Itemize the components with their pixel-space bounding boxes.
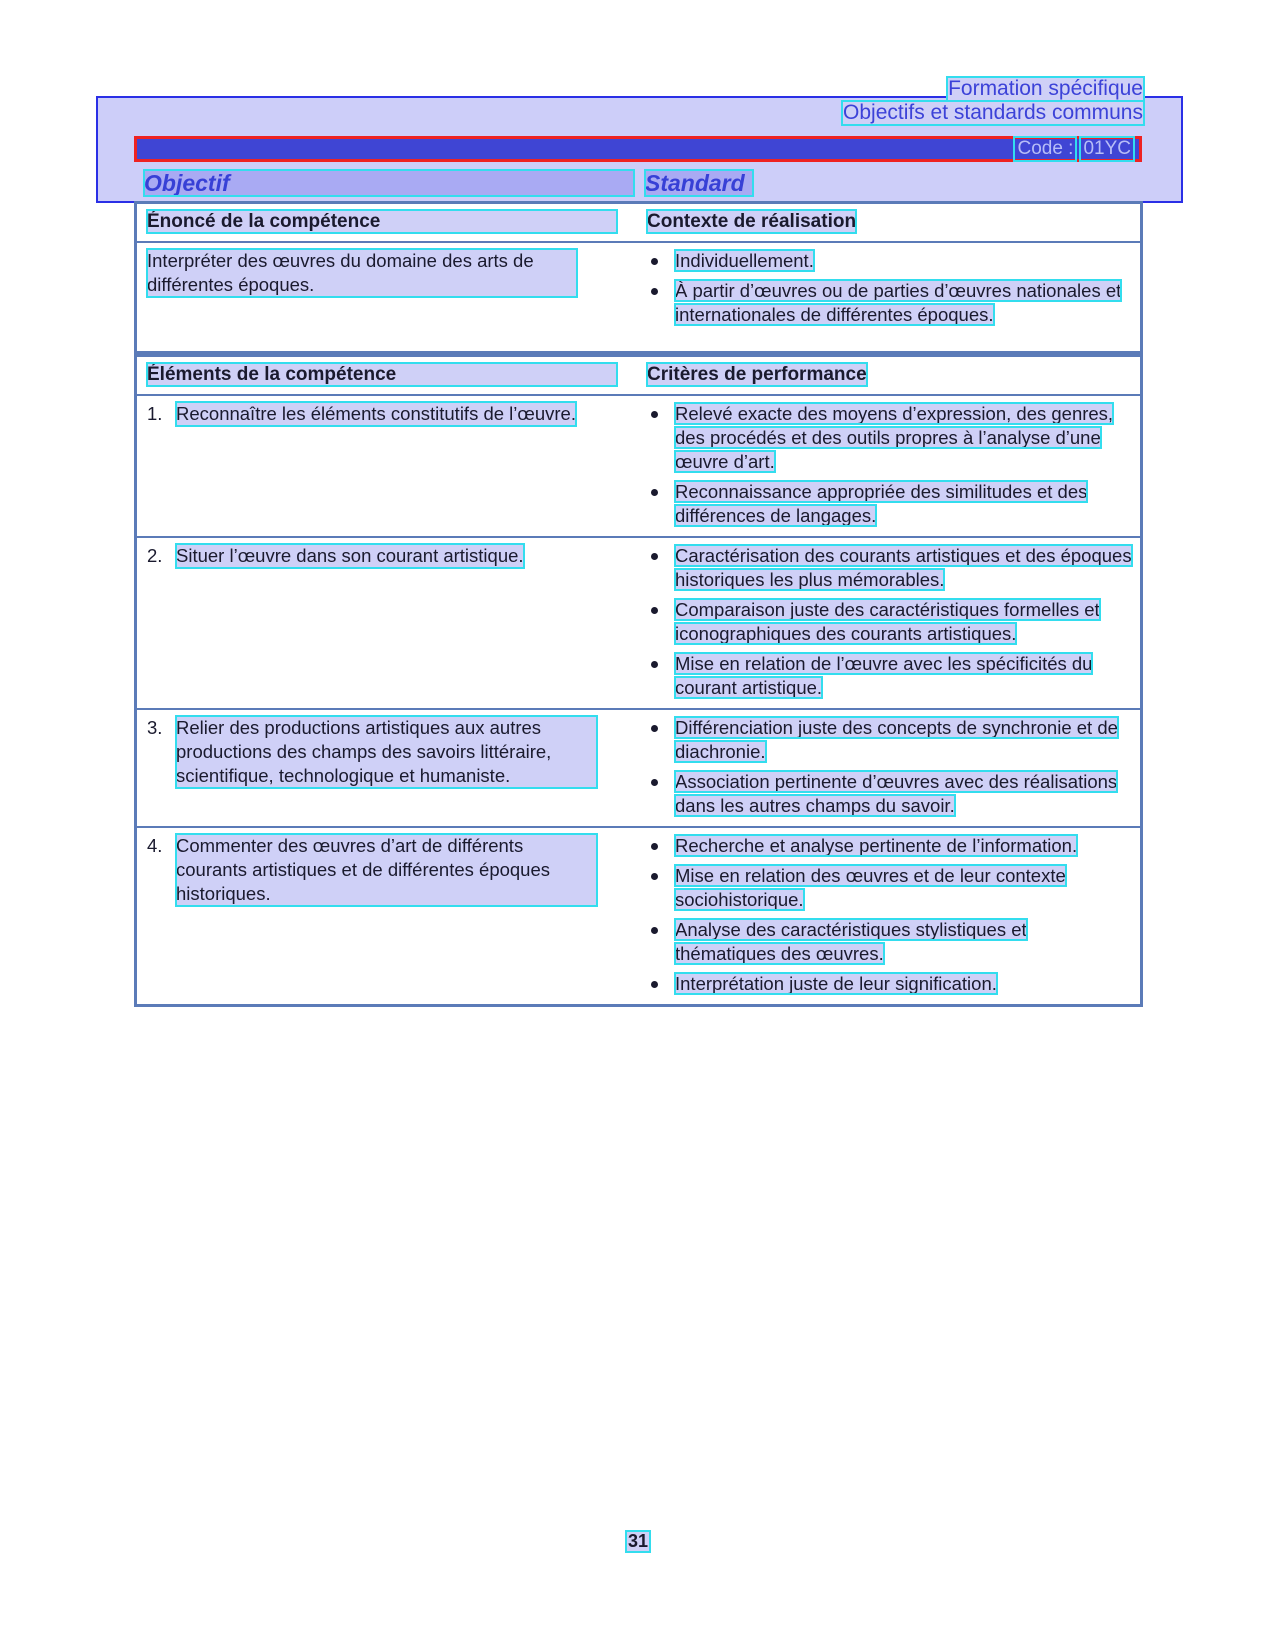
bullet-icon bbox=[651, 843, 658, 850]
elements-header: Éléments de la compétence bbox=[147, 363, 617, 386]
code-bar bbox=[134, 136, 1142, 162]
list-item: Relevé exacte des moyens d’expression, des genres, des procédés et des outils propres à l’analyse d’une œuvre d’art. bbox=[647, 402, 1132, 474]
bullet-icon bbox=[651, 489, 658, 496]
criteria-list bbox=[647, 544, 1132, 700]
enonce-text: Interpréter des œuvres du domaine des arts de différentes époques. bbox=[147, 249, 577, 297]
table-row bbox=[137, 394, 1140, 536]
bullet-icon bbox=[651, 779, 658, 786]
list-item: Différenciation juste des concepts de synchronie et de diachronie. bbox=[647, 716, 1132, 764]
bullet-icon bbox=[651, 661, 658, 668]
bullet-icon bbox=[651, 873, 658, 880]
list-item: Interprétation juste de leur signification. bbox=[647, 972, 1132, 996]
element-number: 3. bbox=[147, 717, 163, 738]
elements-table bbox=[134, 354, 1143, 1007]
element-item bbox=[147, 834, 597, 906]
element-number: 4. bbox=[147, 835, 163, 856]
code-value: 01YC bbox=[1083, 138, 1131, 159]
element-item bbox=[147, 402, 637, 426]
header-program-type: Formation spécifique bbox=[948, 77, 1143, 100]
list-item: Individuellement. bbox=[647, 249, 1132, 273]
standard-heading: Standard bbox=[645, 170, 753, 196]
bullet-icon bbox=[651, 288, 658, 295]
bullet-icon bbox=[651, 411, 658, 418]
table-row bbox=[137, 826, 1140, 1004]
element-number: 2. bbox=[147, 545, 163, 566]
document-header bbox=[842, 77, 1144, 125]
bullet-icon bbox=[651, 981, 658, 988]
bullet-icon bbox=[651, 258, 658, 265]
list-item: Caractérisation des courants artistiques et des époques historiques les plus mémorables. bbox=[647, 544, 1132, 592]
list-item: Association pertinente d’œuvres avec des réalisations dans les autres champs du savoir. bbox=[647, 770, 1132, 818]
criteria-list bbox=[647, 716, 1132, 818]
list-item: Mise en relation de l’œuvre avec les spécificités du courant artistique. bbox=[647, 652, 1132, 700]
page-number: 31 bbox=[628, 1531, 649, 1551]
enonce-header: Énoncé de la compétence bbox=[147, 210, 617, 233]
list-item: Reconnaissance appropriée des similitudes et des différences de langages. bbox=[647, 480, 1132, 528]
table-row bbox=[137, 536, 1140, 708]
list-item: Analyse des caractéristiques stylistiques et thématiques des œuvres. bbox=[647, 918, 1132, 966]
competence-row bbox=[137, 241, 1140, 351]
element-item bbox=[147, 544, 607, 568]
competence-table bbox=[134, 201, 1143, 354]
elements-header-row bbox=[137, 357, 1140, 394]
table-row bbox=[137, 708, 1140, 826]
element-text: Commenter des œuvres d’art de différents courants artistiques et de différentes époques historiques. bbox=[176, 834, 597, 906]
element-text: Situer l’œuvre dans son courant artistique. bbox=[176, 545, 524, 566]
list-item: À partir d’œuvres ou de parties d’œuvres nationales et internationales de différentes époques. bbox=[647, 279, 1132, 327]
bullet-icon bbox=[651, 725, 658, 732]
contexte-header: Contexte de réalisation bbox=[647, 211, 857, 232]
bullet-icon bbox=[651, 927, 658, 934]
criteres-header: Critères de performance bbox=[647, 364, 867, 385]
element-text: Reconnaître les éléments constitutifs de l’œuvre. bbox=[176, 403, 576, 424]
list-item: Comparaison juste des caractéristiques formelles et iconographiques des courants artistiques. bbox=[647, 598, 1132, 646]
criteria-list bbox=[647, 834, 1132, 996]
bullet-icon bbox=[651, 607, 658, 614]
code-label: Code : bbox=[1017, 138, 1074, 159]
header-section-title: Objectifs et standards communs bbox=[843, 101, 1143, 124]
element-item bbox=[147, 716, 597, 788]
list-item: Mise en relation des œuvres et de leur contexte sociohistorique. bbox=[647, 864, 1132, 912]
element-text: Relier des productions artistiques aux autres productions des champs des savoirs littéraire, scientifique, technologique et humaniste. bbox=[176, 716, 597, 788]
criteria-list bbox=[647, 402, 1132, 528]
objectif-heading: Objectif bbox=[144, 170, 634, 196]
contexte-list bbox=[647, 249, 1132, 327]
bullet-icon bbox=[651, 553, 658, 560]
list-item: Recherche et analyse pertinente de l’information. bbox=[647, 834, 1132, 858]
element-number: 1. bbox=[147, 403, 163, 424]
competence-header-row bbox=[137, 204, 1140, 241]
